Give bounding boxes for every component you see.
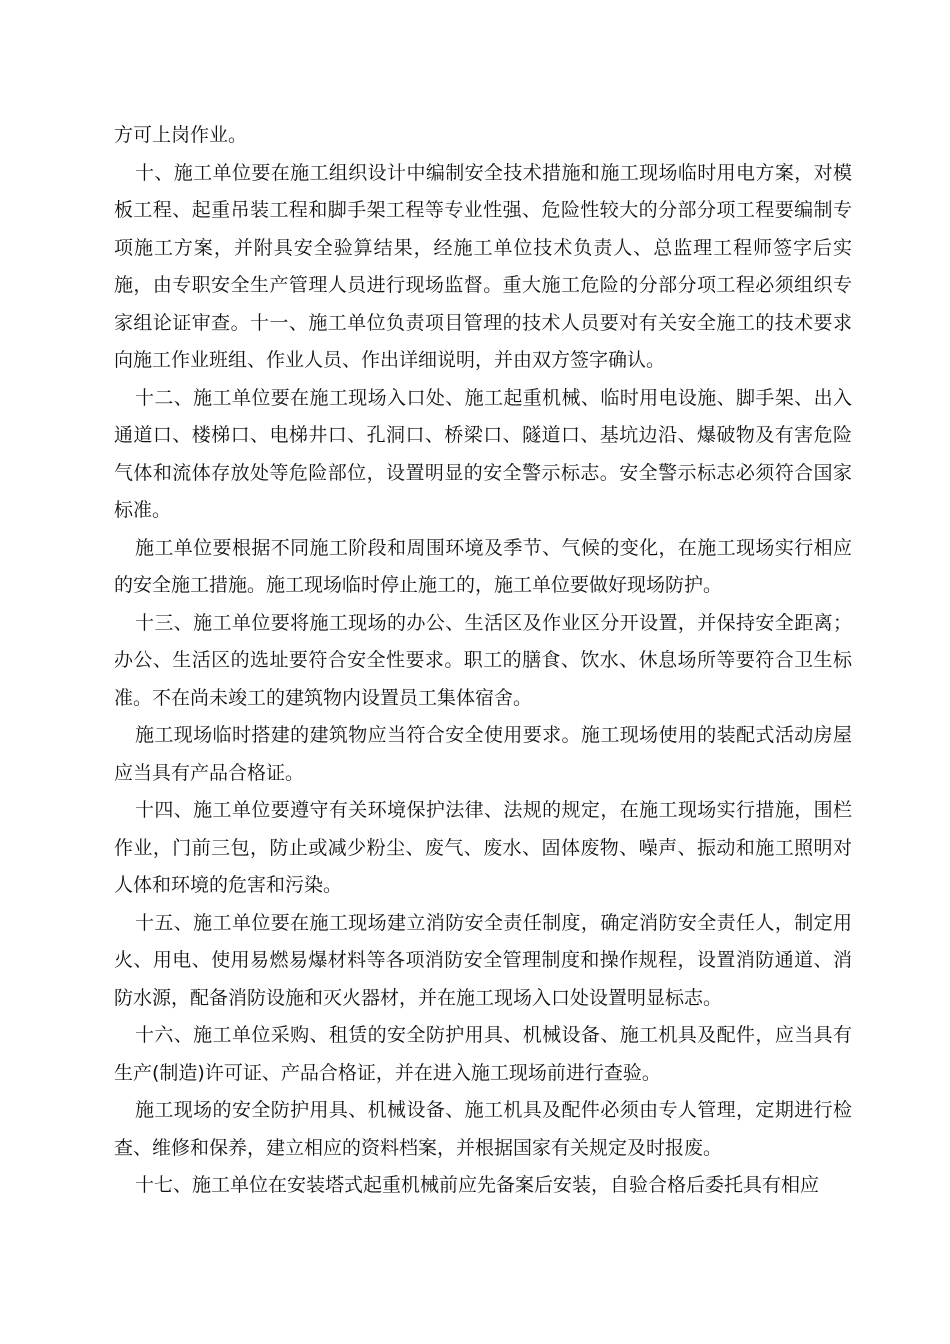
paragraph: 十四、施工单位要遵守有关环境保护法律、法规的规定，在施工现场实行措施，围栏作业，门前三包，防止或减少粉尘、废气、废水、固体废物、噪声、振动和施工照明对人体和环境的危害和污染。 — [114, 799, 852, 896]
paragraph: 十二、施工单位要在施工现场入口处、施工起重机械、临时用电设施、脚手架、出入通道口、楼梯口、电梯井口、孔洞口、桥梁口、隧道口、基坑边沿、爆破物及有害危险气体和流体存放处等危险部位，设置明显的安全警示标志。安全警示标志必须符合国家标准。 — [114, 386, 852, 521]
paragraph: 十六、施工单位采购、租赁的安全防护用具、机械设备、施工机具及配件，应当具有生产(制造)许可证、产品合格证，并在进入施工现场前进行查验。 — [114, 1024, 852, 1084]
paragraph: 十五、施工单位要在施工现场建立消防安全责任制度，确定消防安全责任人，制定用火、用电、使用易燃易爆材料等各项消防安全管理制度和操作规程，设置消防通道、消防水源，配备消防设施和灭火器材，并在施工现场入口处设置明显标志。 — [114, 911, 852, 1009]
paragraph: 十三、施工单位要将施工现场的办公、生活区及作业区分开设置，并保持安全距离；办公、生活区的选址要符合安全性要求。职工的膳食、饮水、休息场所等要符合卫生标准。不在尚未竣工的建筑物内设置员工集体宿舍。 — [114, 611, 852, 709]
paragraph: 施工现场临时搭建的建筑物应当符合安全使用要求。施工现场使用的装配式活动房屋应当具有产品合格证。 — [114, 724, 852, 784]
paragraph: 施工现场的安全防护用具、机械设备、施工机具及配件必须由专人管理，定期进行检查、维修和保养，建立相应的资料档案，并根据国家有关规定及时报废。 — [114, 1099, 852, 1159]
paragraph: 十、施工单位要在施工组织设计中编制安全技术措施和施工现场临时用电方案，对模板工程、起重吊装工程和脚手架工程等专业性强、危险性较大的分部分项工程要编制专项施工方案，并附具安全验算结果，经施工单位技术负责人、总监理工程师签字后实施，由专职安全生产管理人员进行现场监督。重大施工危险的分部分项工程必须组织专家组论证审查。十一、施工单位负责项目管理的技术人员要对有关安全施工的技术要求向施工作业班组、作业人员、作出详细说明，并由双方签字确认。 — [114, 161, 852, 371]
document-body — [114, 117, 852, 1205]
paragraph: 十七、施工单位在安装塔式起重机械前应先备案后安装，自验合格后委托具有相应 — [135, 1174, 820, 1196]
paragraph: 施工单位要根据不同施工阶段和周围环境及季节、气候的变化，在施工现场实行相应的安全施工措施。施工现场临时停止施工的，施工单位要做好现场防护。 — [114, 536, 852, 596]
paragraph: 方可上岗作业。 — [114, 124, 248, 146]
